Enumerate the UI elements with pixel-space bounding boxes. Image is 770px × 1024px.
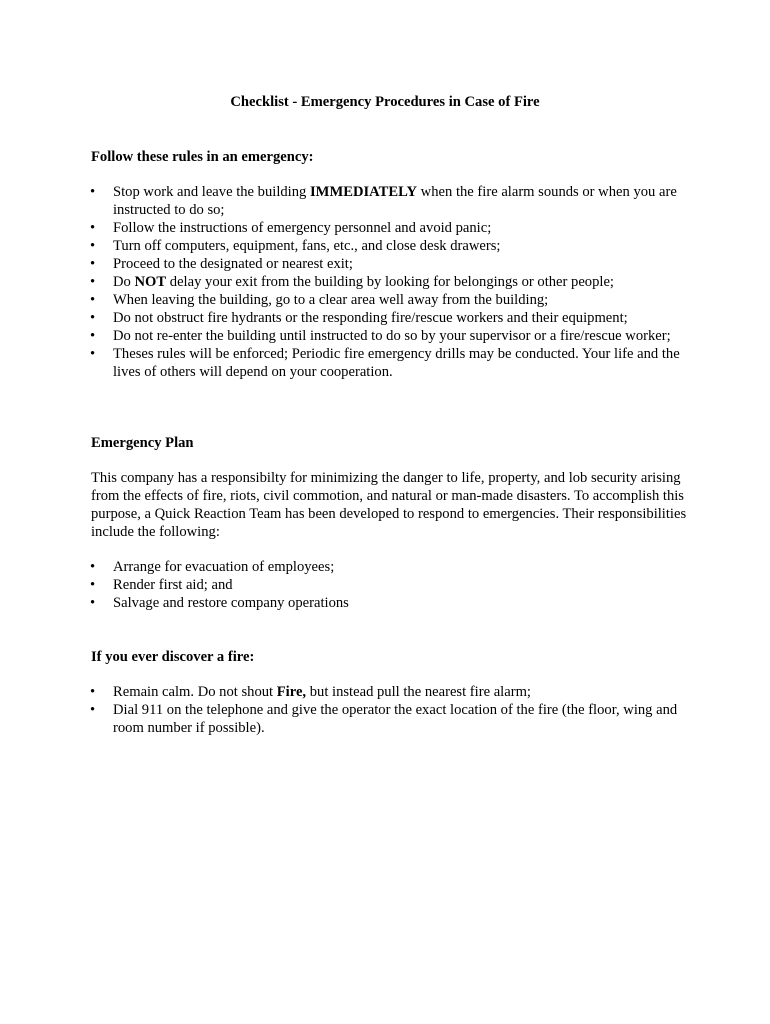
- list-item: [91, 558, 691, 576]
- bullet-icon: •: [90, 684, 96, 700]
- bullet-icon: •: [90, 184, 96, 200]
- discover-fire-list: [91, 683, 691, 737]
- list-item-emphasis: Fire,: [276, 684, 307, 700]
- list-item-text: delay your exit from the building by looking for belongings or other people;: [166, 274, 614, 290]
- bullet-icon: •: [90, 220, 96, 236]
- list-item-text: Dial 911 on the telephone and give the operator the exact location of the fire (the floor, wing and room number if possible).: [113, 702, 678, 736]
- list-item-text: Render first aid; and: [113, 577, 233, 593]
- list-item: [91, 309, 691, 327]
- list-item-text: Salvage and restore company operations: [113, 595, 349, 611]
- list-item-text: Do not re-enter the building until instructed to do so by your supervisor or a fire/rescue worker;: [113, 328, 671, 344]
- bullet-icon: •: [90, 274, 96, 290]
- bullet-icon: •: [90, 702, 96, 718]
- list-item: [91, 237, 691, 255]
- section-heading-emergency-plan: Emergency Plan: [91, 435, 194, 451]
- bullet-icon: •: [90, 238, 96, 254]
- list-item: [91, 183, 691, 219]
- list-item: [91, 291, 691, 309]
- list-item-text: Proceed to the designated or nearest exit;: [113, 256, 353, 272]
- page-title: Checklist - Emergency Procedures in Case of Fire: [230, 94, 540, 110]
- list-item-emphasis: NOT: [134, 274, 167, 290]
- emergency-plan-paragraph: This company has a responsibilty for minimizing the danger to life, property, and lob security arising from the effects of fire, riots, civil commotion, and natural or man-made disasters. To accomplish this purpose, a Quick Reaction Team has been developed to respond to emergencies. Their responsibilities include the following:: [91, 470, 687, 540]
- bullet-icon: •: [90, 559, 96, 575]
- bullet-icon: •: [90, 577, 96, 593]
- section-heading-rules: Follow these rules in an emergency:: [91, 149, 314, 165]
- list-item-text: Follow the instructions of emergency personnel and avoid panic;: [113, 220, 492, 236]
- list-item-text: When leaving the building, go to a clear area well away from the building;: [113, 292, 549, 308]
- bullet-icon: •: [90, 328, 96, 344]
- responsibilities-list: [91, 558, 691, 612]
- rules-list: [91, 183, 691, 381]
- list-item: [91, 683, 691, 701]
- list-item-text: Do not obstruct fire hydrants or the responding fire/rescue workers and their equipment;: [113, 310, 628, 326]
- bullet-icon: •: [90, 292, 96, 308]
- list-item-text: Arrange for evacuation of employees;: [113, 559, 335, 575]
- bullet-icon: •: [90, 595, 96, 611]
- list-item-text: when the fire alarm sounds or when you are instructed to do so;: [113, 184, 677, 218]
- list-item-emphasis: IMMEDIATELY: [309, 184, 418, 200]
- list-item: [91, 219, 691, 237]
- bullet-icon: •: [90, 346, 96, 362]
- list-item-text: Stop work and leave the building: [113, 184, 310, 200]
- list-item-text: but instead pull the nearest fire alarm;: [306, 684, 531, 700]
- list-item: [91, 327, 691, 345]
- list-item: [91, 576, 691, 594]
- list-item-text: Turn off computers, equipment, fans, etc., and close desk drawers;: [113, 238, 501, 254]
- list-item: [91, 273, 691, 291]
- list-item-text: Do: [113, 274, 135, 290]
- list-item: [91, 255, 691, 273]
- list-item: [91, 594, 691, 612]
- bullet-icon: •: [90, 310, 96, 326]
- list-item: [91, 701, 691, 737]
- section-heading-discover-fire: If you ever discover a fire:: [91, 649, 255, 665]
- list-item-text: Theses rules will be enforced; Periodic fire emergency drills may be conducted. Your life and the lives of others will depend on your cooperation.: [113, 346, 680, 380]
- list-item: [91, 345, 691, 381]
- bullet-icon: •: [90, 256, 96, 272]
- list-item-text: Remain calm. Do not shout: [113, 684, 277, 700]
